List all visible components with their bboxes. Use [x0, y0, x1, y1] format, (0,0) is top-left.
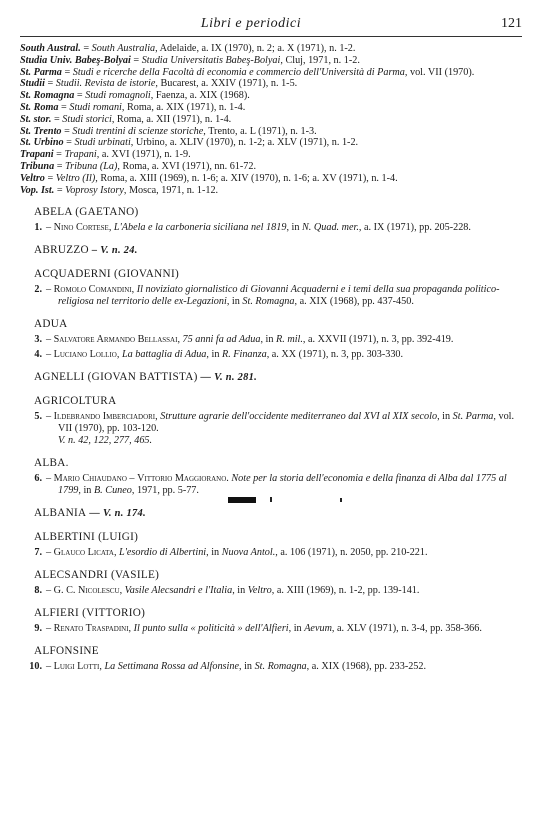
abbreviation-item: South Austral. = South Australia, Adelaide, a. IX (1970), n. 2; a. X (1971), n. 1-2.	[20, 43, 356, 54]
entry-body: – Nino Cortese, L'Abela e la carboneria siciliana nel 1819, in N. Quad. mer., a. IX (1971), pp. 205-228.	[46, 222, 471, 234]
abbreviation-item: St. Urbino = Studi urbinati, Urbino, a. XLIV (1970), n. 1-2; a. XLV (1971), n. 1-2.	[20, 137, 359, 149]
bibliography-entry	[20, 349, 522, 361]
cross-reference: – V. n. 24.	[88, 245, 138, 257]
page-number: 121	[501, 16, 522, 31]
cross-reference: — V. n. 281.	[197, 372, 258, 384]
abbreviation-item: Studii = Studii. Revista de istorie, Bucarest, a. XXIV (1971), n. 1-5.	[20, 78, 298, 90]
cross-reference: — V. n. 174.	[86, 508, 146, 520]
bibliography-entry	[20, 411, 522, 435]
abbreviation-item: St. Roma = Studi romani, Roma, a. XIX (1971), n. 1-4.	[20, 101, 246, 113]
bibliography-entry	[20, 547, 522, 559]
section-heading: ACQUADERNI (GIOVANNI)	[34, 268, 179, 281]
bibliography-entry	[20, 222, 522, 234]
entry-number: 8.	[34, 585, 42, 597]
section-heading: AGRICOLTURA	[34, 395, 117, 408]
entry-number: 7.	[34, 547, 42, 559]
entry-body: – Glauco Licata, L'esordio di Albertini, in Nuova Antol., a. 106 (1971), n. 2050, pp. 210-221.	[46, 547, 428, 559]
section-heading: ALFONSINE	[34, 645, 99, 658]
abbreviation-item: St. Parma = Studi e ricerche della Facoltà di economia e commercio dell'Università di Parma, vol. VII (1970).	[20, 66, 475, 78]
section-heading: AGNELLI (GIOVAN BATTISTA) — V. n. 281.	[34, 371, 258, 384]
bibliography-entry	[20, 623, 522, 635]
abbreviation-item: St. stor. = Studi storici, Roma, a. XII (1971), n. 1-4.	[20, 113, 232, 125]
entry-body: – Romolo Comandini, Il noviziato giornalistico di Giovanni Acquaderni e i temi della sua propaganda politico-religiosa nel territorio delle ex-Legazioni, in St. Romagna, a. XIX (1968), pp. 437-450.	[46, 284, 500, 308]
entry-number: 5.	[34, 411, 42, 423]
section-heading: ALBANIA — V. n. 174.	[34, 507, 146, 520]
entry-body: – Ildebrando Imberciadori, Strutture agrarie dell'occidente mediterraneo dal XVI al XIX secolo, in St. Parma, vol. VII (1970), pp. 103-120.	[46, 411, 515, 435]
bibliography-entry	[20, 585, 522, 597]
bibliography-entry	[20, 473, 522, 497]
abbreviation-item: Studia Univ. Babeş-Bolyai = Studia Universitatis Babeş-Bolyai, Cluj, 1971, n. 1-2.	[20, 54, 360, 66]
bibliography-entry	[20, 284, 522, 308]
bibliography-entry	[20, 661, 522, 673]
cross-reference: V. n. 42, 122, 277, 465.	[58, 435, 153, 447]
entry-number: 4.	[34, 349, 42, 361]
section-heading: ALBERTINI (LUIGI)	[34, 531, 139, 544]
entry-number: 2.	[34, 284, 42, 296]
abbreviation-item: Vop. Ist. = Voprosy Istory, Mosca, 1971, n. 1-12.	[20, 184, 219, 196]
abbreviation-item: St. Romagna = Studi romagnoli, Faenza, a. XIX (1968).	[20, 90, 250, 102]
abbreviation-item: St. Trento = Studi trentini di scienze storiche, Trento, a. L (1971), n. 1-3.	[20, 125, 317, 137]
section-heading: ALECSANDRI (VASILE)	[34, 569, 160, 582]
entry-number: 10.	[29, 661, 42, 673]
entry-body: – Salvatore Armando Bellassai, 75 anni fa ad Adua, in R. mil., a. XXVII (1971), n. 3, pp. 392-419.	[46, 334, 454, 346]
entry-body: – Renato Traspadini, Il punto sulla « politicità » dell'Alfieri, in Aevum, a. XLV (1971), n. 3-4, pp. 358-366.	[46, 623, 482, 635]
entry-body: – Luciano Lollio, La battaglia di Adua, in R. Finanza, a. XX (1971), n. 3, pp. 303-330.	[46, 349, 404, 361]
entry-number: 6.	[34, 473, 42, 485]
entry-body: – Mario Chiaudano – Vittorio Maggiorano. Note per la storia dell'economia e della finanza di Alba dal 1775 al 1799, in B. Cuneo, 1971, pp. 5-77.	[46, 473, 507, 497]
abbreviation-item: Tribuna = Tribuna (La), Roma, a. XVI (1971), nn. 61-72.	[20, 160, 257, 172]
section-heading: ALBA.	[34, 457, 69, 470]
bibliography-entry	[20, 334, 522, 346]
entry-number: 3.	[34, 334, 42, 346]
abbreviation-item: Trapani = Trapani, a. XVI (1971), n. 1-9.	[20, 149, 191, 161]
section-heading: ABELA (GAETANO)	[34, 206, 139, 219]
page-header	[20, 14, 522, 37]
abbreviation-list	[20, 43, 522, 196]
scan-artifact	[20, 497, 522, 505]
section-heading: ABRUZZO – V. n. 24.	[34, 244, 138, 257]
section-heading: ADUA	[34, 318, 68, 331]
section-heading: ALFIERI (VITTORIO)	[34, 607, 146, 620]
running-title: Libri e periodici	[200, 16, 302, 31]
entry-number: 9.	[34, 623, 42, 635]
entry-body: – Luigi Lotti, La Settimana Rossa ad Alfonsine, in St. Romagna, a. XIX (1968), pp. 233-252.	[46, 661, 427, 673]
entry-body: – G. C. Nicolescu, Vasile Alecsandri e l'Italia, in Veltro, a. XIII (1969), n. 1-2, pp. 139-141.	[46, 585, 420, 597]
entry-number: 1.	[34, 222, 42, 234]
abbreviation-item: Veltro = Veltro (Il), Roma, a. XIII (1969), n. 1-6; a. XIV (1970), n. 1-6; a. XV (1971), n. 1-4.	[20, 172, 398, 184]
